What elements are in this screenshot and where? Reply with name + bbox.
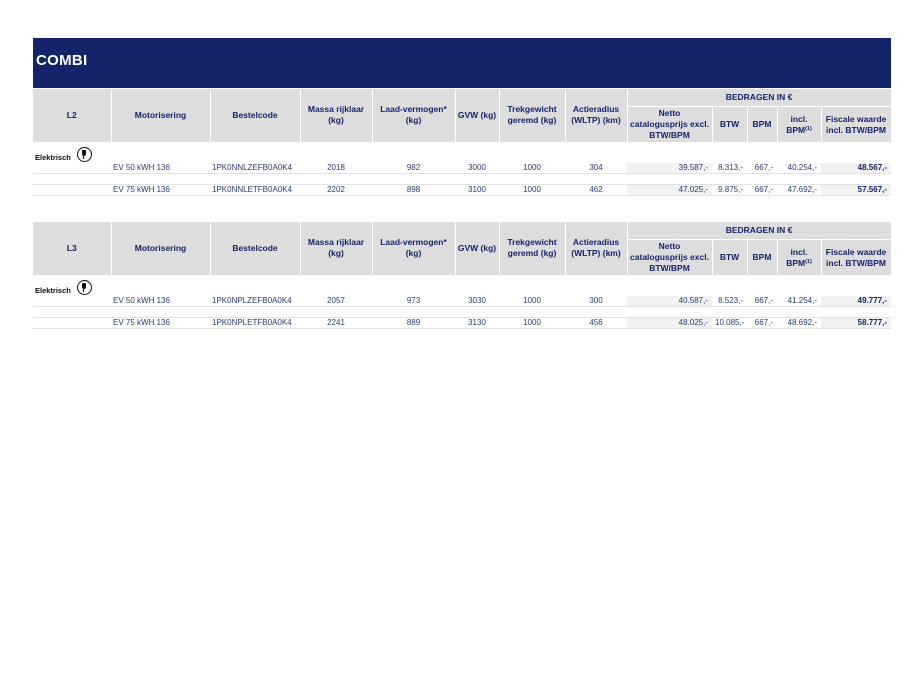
- laadvermogen-header: Laad-vermogen* (kg): [372, 222, 455, 275]
- code-cell: 1PK0NPLETFB0A0K4: [210, 317, 300, 328]
- laad-cell: 898: [372, 184, 455, 195]
- laad-cell: 982: [372, 163, 455, 174]
- trekgewicht-header: Trekgewicht geremd (kg): [499, 89, 565, 142]
- incl-bpm-label: incl. BPM: [786, 113, 808, 135]
- table-row: [33, 296, 891, 307]
- bpm-cell: 667,-: [747, 296, 777, 307]
- gvw-cell: 3100: [455, 184, 499, 195]
- footnote-marker: (1): [805, 258, 812, 265]
- price-table-l3: [33, 222, 892, 329]
- gvw-cell: 3030: [455, 296, 499, 307]
- motor-cell: EV 75 kWH 136: [111, 184, 210, 195]
- gvw-header: GVW (kg): [455, 89, 499, 142]
- price-table-l2: [33, 89, 892, 196]
- category-row: [33, 142, 891, 163]
- category-label: Elektrisch: [35, 285, 71, 295]
- length-header: L2: [33, 89, 111, 142]
- incl-bpm-header: [777, 107, 821, 143]
- fiscale-cell: 58.777,-: [821, 317, 891, 328]
- table-row: [33, 317, 891, 328]
- actie-cell: 462: [565, 184, 627, 195]
- massa-header: Massa rijklaar (kg): [300, 222, 372, 275]
- netto-cell: 39.587,-: [627, 163, 712, 174]
- netto-cell: 40.587,-: [627, 296, 712, 307]
- bpm-header: BPM: [747, 240, 777, 276]
- massa-header: Massa rijklaar (kg): [300, 89, 372, 142]
- gvw-cell: 3000: [455, 163, 499, 174]
- fiscale-header: Fiscale waarde incl. BTW/BPM: [821, 107, 891, 143]
- fiscale-cell: 48.567,-: [821, 163, 891, 174]
- motor-cell: EV 75 kWH 136: [111, 317, 210, 328]
- btw-cell: 10.085,-: [712, 317, 747, 328]
- actieradius-header: Actieradius (WLTP) (km): [565, 89, 627, 142]
- laadvermogen-header: Laad-vermogen* (kg): [372, 89, 455, 142]
- bpm-cell: 667,-: [747, 184, 777, 195]
- category-label: Elektrisch: [35, 152, 71, 162]
- btw-cell: 8.523,-: [712, 296, 747, 307]
- actie-cell: 456: [565, 317, 627, 328]
- ev-plug-icon: [77, 147, 92, 162]
- trek-cell: 1000: [499, 163, 565, 174]
- massa-cell: 2057: [300, 296, 372, 307]
- table-row: [33, 163, 891, 174]
- code-cell: 1PK0NNLZEFB0A0K4: [210, 163, 300, 174]
- motor-cell: EV 50 kWH 136: [111, 296, 210, 307]
- bestelcode-header: Bestelcode: [210, 89, 300, 142]
- ev-plug-icon: [77, 280, 92, 295]
- incl-bpm-label: incl. BPM: [786, 246, 808, 268]
- incl-cell: 48.692,-: [777, 317, 821, 328]
- actieradius-header: Actieradius (WLTP) (km): [565, 222, 627, 275]
- actie-cell: 304: [565, 163, 627, 174]
- code-cell: 1PK0NNLETFB0A0K4: [210, 184, 300, 195]
- fiscale-cell: 49.777,-: [821, 296, 891, 307]
- motor-cell: EV 50 kWH 136: [111, 163, 210, 174]
- laad-cell: 889: [372, 317, 455, 328]
- category-row: [33, 275, 891, 296]
- btw-cell: 9.875,-: [712, 184, 747, 195]
- incl-bpm-header: [777, 240, 821, 276]
- netto-cell: 47.025,-: [627, 184, 712, 195]
- motorisering-header: Motorisering: [111, 222, 210, 275]
- page-title: COMBI: [36, 52, 88, 69]
- bedragen-header: BEDRAGEN IN €: [627, 222, 891, 240]
- section-banner: [33, 38, 891, 88]
- bpm-cell: 667,-: [747, 317, 777, 328]
- laad-cell: 973: [372, 296, 455, 307]
- fiscale-cell: 57.567,-: [821, 184, 891, 195]
- code-cell: 1PK0NPLZEFB0A0K4: [210, 296, 300, 307]
- bpm-cell: 667,-: [747, 163, 777, 174]
- netto-header: Netto catalogusprijs excl. BTW/BPM: [627, 107, 712, 143]
- btw-header: BTW: [712, 107, 747, 143]
- table-row: [33, 184, 891, 195]
- footnote-marker: (1): [805, 125, 812, 132]
- bestelcode-header: Bestelcode: [210, 222, 300, 275]
- trek-cell: 1000: [499, 296, 565, 307]
- btw-header: BTW: [712, 240, 747, 276]
- trekgewicht-header: Trekgewicht geremd (kg): [499, 222, 565, 275]
- incl-cell: 41.254,-: [777, 296, 821, 307]
- netto-header: Netto catalogusprijs excl. BTW/BPM: [627, 240, 712, 276]
- incl-cell: 40.254,-: [777, 163, 821, 174]
- trek-cell: 1000: [499, 184, 565, 195]
- length-header: L3: [33, 222, 111, 275]
- gvw-header: GVW (kg): [455, 222, 499, 275]
- massa-cell: 2018: [300, 163, 372, 174]
- btw-cell: 8.313,-: [712, 163, 747, 174]
- netto-cell: 48.025,-: [627, 317, 712, 328]
- incl-cell: 47.692,-: [777, 184, 821, 195]
- massa-cell: 2202: [300, 184, 372, 195]
- motorisering-header: Motorisering: [111, 89, 210, 142]
- massa-cell: 2241: [300, 317, 372, 328]
- gvw-cell: 3130: [455, 317, 499, 328]
- fiscale-header: Fiscale waarde incl. BTW/BPM: [821, 240, 891, 276]
- actie-cell: 300: [565, 296, 627, 307]
- bedragen-header: BEDRAGEN IN €: [627, 89, 891, 107]
- trek-cell: 1000: [499, 317, 565, 328]
- bpm-header: BPM: [747, 107, 777, 143]
